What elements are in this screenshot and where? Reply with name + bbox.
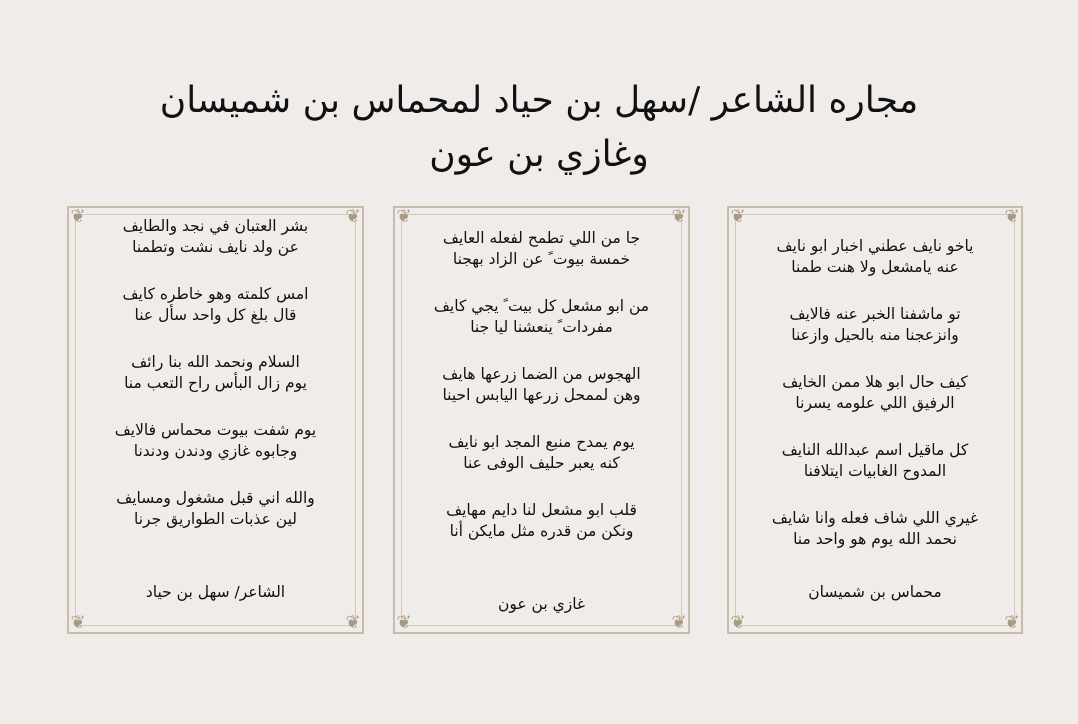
verse-line: خمسة بيوت ً عن الزاد بهجنا: [452, 250, 631, 268]
poet-signature: محماس بن شميسان: [808, 583, 942, 601]
stanza: [87, 420, 344, 462]
verse-line: يوم زال البأس راح التعب منا: [124, 374, 307, 392]
verse-line: السلام ونحمد الله بنا رائف: [131, 353, 300, 371]
stanza: [87, 284, 344, 326]
stanza: [747, 304, 1003, 346]
verse-line: وهن لممحل زرعها اليابس احينا: [442, 386, 641, 404]
poet-signature: الشاعر/ سهل بن حياد: [145, 583, 286, 601]
verse-line: غيري اللي شاف فعله وانا شايف: [771, 509, 979, 527]
corner-ornament-icon: ❦: [1004, 612, 1020, 633]
stanza: [747, 236, 1003, 278]
corner-ornament-icon: ❦: [671, 612, 687, 633]
corner-ornament-icon: ❦: [730, 612, 746, 633]
stanza: [413, 296, 670, 338]
verse-line: تو ماشفنا الخبر عنه فالايف: [789, 305, 961, 323]
verse-line: قال بلغ كل واحد سأل عنا: [134, 306, 297, 324]
corner-ornament-icon: ❦: [396, 206, 412, 227]
verse-line: يوم يمدح منبع المجد ابو نايف: [448, 433, 635, 451]
verse-line: قلب ابو مشعل لنا دايم مهايف: [446, 501, 637, 519]
corner-ornament-icon: ❦: [396, 612, 412, 633]
stanza: [87, 216, 344, 258]
verse-line: نحمد الله يوم هو واحد منا: [793, 530, 957, 548]
stanza: [413, 364, 670, 406]
verse-line: كنه يعبر حليف الوفى عنا: [463, 454, 620, 472]
verse-line: المدوح الغابيات ايتلافنا: [803, 462, 947, 480]
stanza: [413, 228, 670, 270]
verse-line: مفردات ً ينعشنا ليا جنا: [470, 318, 613, 336]
verse-line: جا من اللي تطمح لفعله العايف: [442, 229, 641, 247]
verse-line: لين عذبات الطواريق جرنا: [134, 510, 297, 528]
verse-line: عنه يامشعل ولا هنت طمنا: [791, 258, 959, 276]
verse-line: الهجوس من الضما زرعها هايف: [442, 365, 641, 383]
verse-line: يوم شفت بيوت محماس فالايف: [114, 421, 317, 439]
corner-ornament-icon: ❦: [70, 206, 86, 227]
corner-ornament-icon: ❦: [345, 612, 361, 633]
corner-ornament-icon: ❦: [730, 206, 746, 227]
stanza-list: [413, 228, 670, 568]
corner-ornament-icon: ❦: [1004, 206, 1020, 227]
page-title: [0, 74, 1078, 182]
stanza: [747, 372, 1003, 414]
verse-line: امس كلمته وهو خاطره كايف: [122, 285, 309, 303]
title-line-1: مجاره الشاعر /سهل بن حياد لمحماس بن شميسان: [159, 80, 919, 121]
stanza: [87, 352, 344, 394]
poem-panel-left: [67, 206, 364, 634]
verse-line: وانزعجنا منه بالحيل وازعنا: [791, 326, 959, 344]
stanza-list: [747, 236, 1003, 576]
stanza: [413, 500, 670, 542]
corner-ornament-icon: ❦: [671, 206, 687, 227]
corner-ornament-icon: ❦: [70, 612, 86, 633]
stanza: [747, 508, 1003, 550]
verse-line: كل ماقيل اسم عبدالله النايف: [781, 441, 969, 459]
poem-panel-middle: [393, 206, 690, 634]
stanza: [87, 488, 344, 530]
verse-line: وجابوه غازي ودندن ودندنا: [133, 442, 298, 460]
verse-line: عن ولد نايف نشت وتطمنا: [132, 238, 299, 256]
stanza-list: [87, 216, 344, 556]
verse-line: كيف حال ابو هلا ممن الخايف: [782, 373, 968, 391]
verse-line: ونكن من قدره مثل مايكن أنا: [449, 522, 634, 540]
verse-line: الرفيق اللي علومه يسرنا: [795, 394, 955, 412]
poet-signature: غازي بن عون: [497, 595, 586, 613]
verse-line: من ابو مشعل كل بيت ً يجي كايف: [433, 297, 650, 315]
verse-line: والله اني قبل مشغول ومسايف: [116, 489, 315, 507]
stanza: [413, 432, 670, 474]
verse-line: بشر العتبان في نجد والطايف: [122, 217, 309, 235]
verse-line: ياخو نايف عطني اخبار ابو نايف: [776, 237, 974, 255]
stanza: [747, 440, 1003, 482]
title-line-2: وغازي بن عون: [429, 134, 649, 175]
corner-ornament-icon: ❦: [345, 206, 361, 227]
poem-panel-right: [727, 206, 1023, 634]
